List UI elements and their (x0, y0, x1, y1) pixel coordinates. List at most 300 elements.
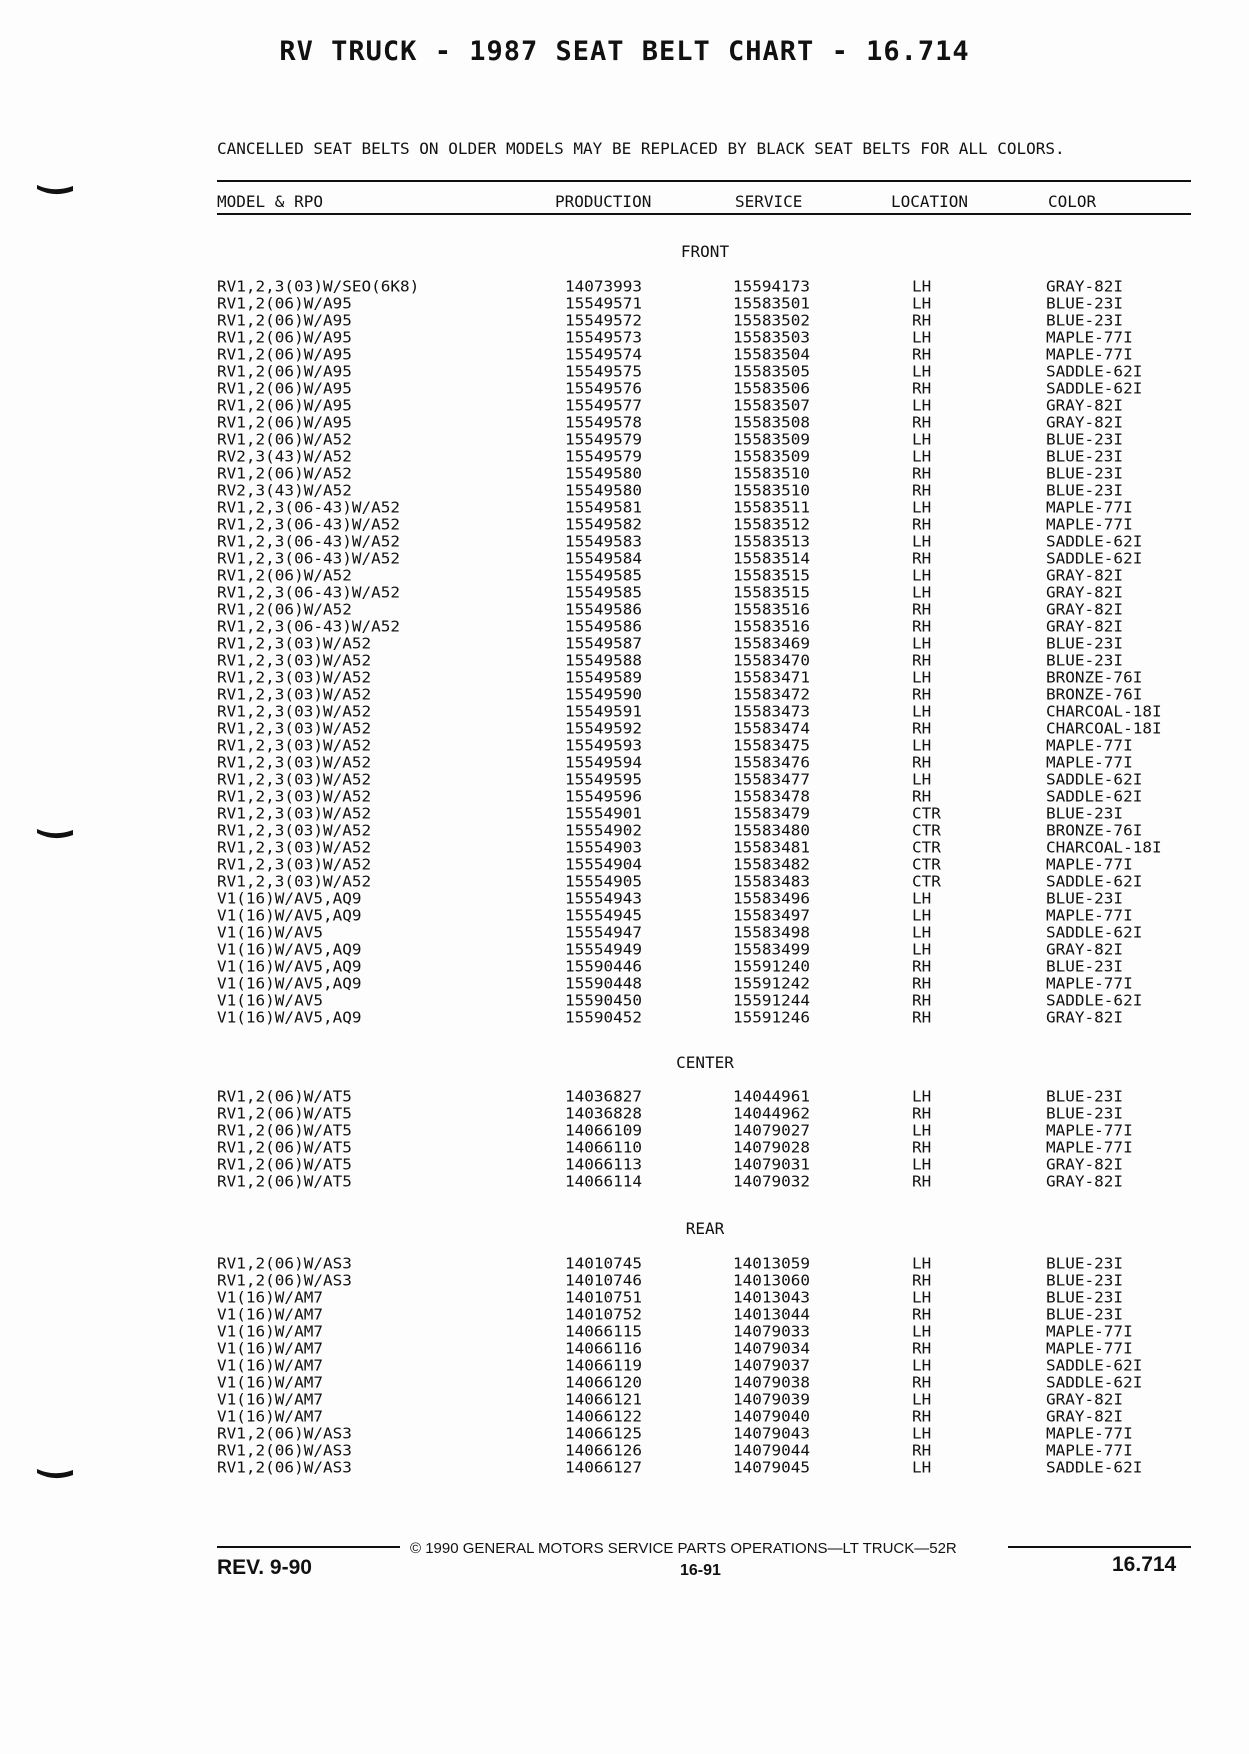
table-row (0, 890, 1249, 907)
location-cell: LH (912, 328, 932, 347)
table-row (0, 873, 1249, 890)
service-cell: 15591240 (733, 957, 811, 976)
table-row (0, 414, 1249, 431)
table-row (0, 533, 1249, 550)
model-cell: V1(16)W/AV5,AQ9 (217, 889, 362, 908)
location-cell: LH (912, 1254, 932, 1273)
location-cell: LH (912, 1288, 932, 1307)
production-cell: 15590446 (565, 957, 643, 976)
location-cell: RH (912, 1441, 932, 1460)
model-cell: RV1,2,3(06-43)W/A52 (217, 515, 401, 534)
production-cell: 14066120 (565, 1373, 643, 1392)
service-cell: 15583515 (733, 566, 811, 585)
color-cell: SADDLE-62I (1046, 991, 1143, 1010)
color-cell: MAPLE-77I (1046, 1138, 1133, 1157)
service-cell: 14079038 (733, 1373, 811, 1392)
model-cell: V1(16)W/AV5,AQ9 (217, 940, 362, 959)
table-row (0, 1289, 1249, 1306)
production-cell: 14066121 (565, 1390, 643, 1409)
service-cell: 15583516 (733, 600, 811, 619)
table-row (0, 924, 1249, 941)
production-cell: 15549578 (565, 413, 643, 432)
color-cell: MAPLE-77I (1046, 736, 1133, 755)
table-row (0, 601, 1249, 618)
location-cell: LH (912, 1087, 932, 1106)
service-cell: 14079039 (733, 1390, 811, 1409)
table-row (0, 635, 1249, 652)
table-row (0, 1255, 1249, 1272)
service-cell: 15583504 (733, 345, 811, 364)
production-cell: 15549589 (565, 668, 643, 687)
color-cell: GRAY-82I (1046, 1390, 1124, 1409)
service-cell: 14079044 (733, 1441, 811, 1460)
model-cell: RV1,2(06)W/A95 (217, 379, 352, 398)
model-cell: V1(16)W/AM7 (217, 1288, 323, 1307)
service-cell: 15583503 (733, 328, 811, 347)
production-cell: 14010746 (565, 1271, 643, 1290)
model-cell: V1(16)W/AM7 (217, 1339, 323, 1358)
table-row (0, 1391, 1249, 1408)
location-cell: CTR (912, 838, 941, 857)
column-header-service: SERVICE (735, 192, 803, 211)
production-cell: 15549591 (565, 702, 643, 721)
color-cell: BLUE-23I (1046, 294, 1124, 313)
production-cell: 14066126 (565, 1441, 643, 1460)
location-cell: RH (912, 1373, 932, 1392)
column-header-model: MODEL & RPO (217, 192, 323, 211)
model-cell: RV1,2(06)W/A52 (217, 566, 352, 585)
service-cell: 15583509 (733, 447, 811, 466)
location-cell: LH (912, 1390, 932, 1409)
service-cell: 14079034 (733, 1339, 811, 1358)
service-cell: 14079028 (733, 1138, 811, 1157)
model-cell: RV1,2(06)W/AT5 (217, 1138, 352, 1157)
model-cell: RV1,2(06)W/AS3 (217, 1458, 352, 1477)
page-number: 16-91 (680, 1562, 721, 1579)
color-cell: GRAY-82I (1046, 413, 1124, 432)
color-cell: MAPLE-77I (1046, 328, 1133, 347)
production-cell: 14066116 (565, 1339, 643, 1358)
location-cell: LH (912, 396, 932, 415)
service-cell: 15583475 (733, 736, 811, 755)
table-row (0, 1139, 1249, 1156)
production-cell: 14066125 (565, 1424, 643, 1443)
model-cell: RV1,2,3(03)W/A52 (217, 804, 372, 823)
location-cell: RH (912, 464, 932, 483)
location-cell: RH (912, 1172, 932, 1191)
model-cell: V1(16)W/AV5 (217, 991, 323, 1010)
location-cell: RH (912, 1305, 932, 1324)
production-cell: 14010745 (565, 1254, 643, 1273)
color-cell: MAPLE-77I (1046, 498, 1133, 517)
location-cell: LH (912, 940, 932, 959)
table-row (0, 992, 1249, 1009)
table-row (0, 1340, 1249, 1357)
color-cell: GRAY-82I (1046, 1008, 1124, 1027)
service-cell: 15591244 (733, 991, 811, 1010)
table-row (0, 482, 1249, 499)
location-cell: LH (912, 1155, 932, 1174)
production-cell: 15554902 (565, 821, 643, 840)
production-cell: 14036827 (565, 1087, 643, 1106)
service-cell: 14044961 (733, 1087, 811, 1106)
location-cell: RH (912, 515, 932, 534)
production-cell: 14036828 (565, 1104, 643, 1123)
service-cell: 14013044 (733, 1305, 811, 1324)
service-cell: 14013060 (733, 1271, 811, 1290)
location-cell: RH (912, 787, 932, 806)
service-cell: 15583516 (733, 617, 811, 636)
production-cell: 14010752 (565, 1305, 643, 1324)
location-cell: RH (912, 1407, 932, 1426)
model-cell: RV1,2,3(06-43)W/A52 (217, 549, 401, 568)
color-cell: MAPLE-77I (1046, 1441, 1133, 1460)
location-cell: RH (912, 1271, 932, 1290)
production-cell: 15549572 (565, 311, 643, 330)
color-cell: SADDLE-62I (1046, 1458, 1143, 1477)
color-cell: BLUE-23I (1046, 430, 1124, 449)
model-cell: V1(16)W/AV5,AQ9 (217, 957, 362, 976)
table-row (0, 788, 1249, 805)
model-cell: V1(16)W/AV5 (217, 923, 323, 942)
location-cell: LH (912, 277, 932, 296)
model-cell: RV1,2(06)W/AT5 (217, 1087, 352, 1106)
table-row (0, 703, 1249, 720)
color-cell: BRONZE-76I (1046, 821, 1143, 840)
production-cell: 14066127 (565, 1458, 643, 1477)
location-cell: RH (912, 311, 932, 330)
service-cell: 15583469 (733, 634, 811, 653)
color-cell: SADDLE-62I (1046, 362, 1143, 381)
location-cell: RH (912, 379, 932, 398)
model-cell: RV1,2,3(03)W/A52 (217, 651, 372, 670)
model-cell: RV1,2(06)W/A52 (217, 464, 352, 483)
color-cell: GRAY-82I (1046, 583, 1124, 602)
model-cell: RV1,2(06)W/AS3 (217, 1271, 352, 1290)
service-cell: 15583498 (733, 923, 811, 942)
location-cell: LH (912, 430, 932, 449)
location-cell: RH (912, 651, 932, 670)
service-cell: 14079032 (733, 1172, 811, 1191)
replacement-note: CANCELLED SEAT BELTS ON OLDER MODELS MAY BE REPLACED BY BLACK SEAT BELTS FOR ALL COLORS. (217, 139, 1065, 158)
service-cell: 15583510 (733, 464, 811, 483)
color-cell: SADDLE-62I (1046, 532, 1143, 551)
color-cell: MAPLE-77I (1046, 1339, 1133, 1358)
binder-mark-icon (36, 183, 74, 197)
table-row (0, 907, 1249, 924)
model-cell: RV1,2,3(03)W/A52 (217, 634, 372, 653)
table-row (0, 1442, 1249, 1459)
color-cell: GRAY-82I (1046, 617, 1124, 636)
location-cell: RH (912, 685, 932, 704)
location-cell: LH (912, 702, 932, 721)
color-cell: BLUE-23I (1046, 1254, 1124, 1273)
production-cell: 15590450 (565, 991, 643, 1010)
location-cell: CTR (912, 872, 941, 891)
table-row (0, 1272, 1249, 1289)
production-cell: 15549592 (565, 719, 643, 738)
table-row (0, 516, 1249, 533)
location-cell: RH (912, 1104, 932, 1123)
production-cell: 14066114 (565, 1172, 643, 1191)
location-cell: LH (912, 923, 932, 942)
model-cell: RV1,2(06)W/A95 (217, 396, 352, 415)
location-cell: LH (912, 447, 932, 466)
table-row (0, 448, 1249, 465)
production-cell: 14073993 (565, 277, 643, 296)
service-cell: 15583478 (733, 787, 811, 806)
production-cell: 15549583 (565, 532, 643, 551)
table-row (0, 1425, 1249, 1442)
production-cell: 14066119 (565, 1356, 643, 1375)
table-row (0, 1306, 1249, 1323)
location-cell: RH (912, 600, 932, 619)
table-row (0, 1122, 1249, 1139)
color-cell: MAPLE-77I (1046, 1424, 1133, 1443)
model-cell: V1(16)W/AM7 (217, 1373, 323, 1392)
model-cell: RV1,2(06)W/AT5 (217, 1155, 352, 1174)
table-row (0, 669, 1249, 686)
model-cell: RV1,2,3(03)W/A52 (217, 770, 372, 789)
table-row (0, 363, 1249, 380)
service-cell: 15591242 (733, 974, 811, 993)
color-cell: MAPLE-77I (1046, 855, 1133, 874)
color-cell: MAPLE-77I (1046, 906, 1133, 925)
location-cell: LH (912, 1121, 932, 1140)
service-cell: 15594173 (733, 277, 811, 296)
model-cell: RV1,2,3(03)W/A52 (217, 702, 372, 721)
color-cell: BLUE-23I (1046, 1271, 1124, 1290)
production-cell: 15549581 (565, 498, 643, 517)
table-row (0, 652, 1249, 669)
production-cell: 15549596 (565, 787, 643, 806)
model-cell: RV1,2,3(03)W/A52 (217, 855, 372, 874)
production-cell: 14066115 (565, 1322, 643, 1341)
location-cell: RH (912, 1339, 932, 1358)
service-cell: 14079045 (733, 1458, 811, 1477)
production-cell: 15554949 (565, 940, 643, 959)
table-row (0, 958, 1249, 975)
service-cell: 15583483 (733, 872, 811, 891)
service-cell: 14079037 (733, 1356, 811, 1375)
color-cell: GRAY-82I (1046, 1172, 1124, 1191)
production-cell: 15554905 (565, 872, 643, 891)
model-cell: RV1,2,3(03)W/A52 (217, 838, 372, 857)
table-row (0, 431, 1249, 448)
production-cell: 15549585 (565, 583, 643, 602)
service-cell: 15583507 (733, 396, 811, 415)
model-cell: RV1,2(06)W/AS3 (217, 1441, 352, 1460)
production-cell: 15554904 (565, 855, 643, 874)
color-cell: BLUE-23I (1046, 634, 1124, 653)
model-cell: V1(16)W/AM7 (217, 1407, 323, 1426)
production-cell: 15549594 (565, 753, 643, 772)
location-cell: RH (912, 1008, 932, 1027)
service-cell: 15583497 (733, 906, 811, 925)
service-cell: 14079043 (733, 1424, 811, 1443)
production-cell: 15549584 (565, 549, 643, 568)
location-cell: LH (912, 583, 932, 602)
color-cell: BLUE-23I (1046, 957, 1124, 976)
footer-rule-right (1008, 1546, 1191, 1548)
model-cell: RV1,2(06)W/AT5 (217, 1121, 352, 1140)
table-row (0, 822, 1249, 839)
production-cell: 15549580 (565, 481, 643, 500)
color-cell: BLUE-23I (1046, 1087, 1124, 1106)
production-cell: 15590448 (565, 974, 643, 993)
service-cell: 15583471 (733, 668, 811, 687)
service-cell: 15583481 (733, 838, 811, 857)
model-cell: RV1,2(06)W/AT5 (217, 1172, 352, 1191)
color-cell: SADDLE-62I (1046, 923, 1143, 942)
table-row (0, 805, 1249, 822)
color-cell: BLUE-23I (1046, 447, 1124, 466)
location-cell: RH (912, 481, 932, 500)
service-cell: 15583470 (733, 651, 811, 670)
location-cell: LH (912, 566, 932, 585)
production-cell: 14066113 (565, 1155, 643, 1174)
color-cell: SADDLE-62I (1046, 770, 1143, 789)
color-cell: SADDLE-62I (1046, 872, 1143, 891)
table-row (0, 1459, 1249, 1476)
service-cell: 14079027 (733, 1121, 811, 1140)
service-cell: 14079031 (733, 1155, 811, 1174)
section-number: 16.714 (1112, 1553, 1177, 1576)
table-row (0, 278, 1249, 295)
table-row (0, 1156, 1249, 1173)
service-cell: 14013059 (733, 1254, 811, 1273)
production-cell: 15549585 (565, 566, 643, 585)
production-cell: 15554947 (565, 923, 643, 942)
table-row (0, 1105, 1249, 1122)
color-cell: BLUE-23I (1046, 1288, 1124, 1307)
service-cell: 15583506 (733, 379, 811, 398)
table-row (0, 839, 1249, 856)
table-row (0, 1173, 1249, 1190)
production-cell: 15549571 (565, 294, 643, 313)
location-cell: RH (912, 719, 932, 738)
column-header-location: LOCATION (891, 192, 969, 211)
service-cell: 15583512 (733, 515, 811, 534)
location-cell: RH (912, 345, 932, 364)
model-cell: RV1,2,3(03)W/A52 (217, 685, 372, 704)
color-cell: BLUE-23I (1046, 1104, 1124, 1123)
color-cell: CHARCOAL-18I (1046, 702, 1162, 721)
color-cell: BLUE-23I (1046, 481, 1124, 500)
location-cell: RH (912, 1138, 932, 1157)
service-cell: 15583480 (733, 821, 811, 840)
model-cell: V1(16)W/AM7 (217, 1305, 323, 1324)
service-cell: 14079033 (733, 1322, 811, 1341)
service-cell: 15583513 (733, 532, 811, 551)
location-cell: LH (912, 1424, 932, 1443)
table-row (0, 1323, 1249, 1340)
color-cell: GRAY-82I (1046, 396, 1124, 415)
model-cell: RV1,2,3(03)W/A52 (217, 787, 372, 806)
table-row (0, 754, 1249, 771)
table-row (0, 346, 1249, 363)
location-cell: RH (912, 974, 932, 993)
production-cell: 15549579 (565, 430, 643, 449)
table-row (0, 499, 1249, 516)
color-cell: MAPLE-77I (1046, 753, 1133, 772)
color-cell: MAPLE-77I (1046, 515, 1133, 534)
service-cell: 15583482 (733, 855, 811, 874)
model-cell: V1(16)W/AM7 (217, 1322, 323, 1341)
table-row (0, 380, 1249, 397)
production-cell: 15554901 (565, 804, 643, 823)
location-cell: CTR (912, 855, 941, 874)
production-cell: 15549593 (565, 736, 643, 755)
table-row (0, 975, 1249, 992)
section-label-front: FRONT (680, 242, 730, 261)
production-cell: 15590452 (565, 1008, 643, 1027)
production-cell: 15549574 (565, 345, 643, 364)
color-cell: BRONZE-76I (1046, 685, 1143, 704)
model-cell: RV1,2(06)W/AS3 (217, 1424, 352, 1443)
color-cell: BLUE-23I (1046, 464, 1124, 483)
model-cell: RV1,2,3(06-43)W/A52 (217, 617, 401, 636)
location-cell: LH (912, 889, 932, 908)
production-cell: 14010751 (565, 1288, 643, 1307)
service-cell: 15583499 (733, 940, 811, 959)
header-top-rule (217, 180, 1191, 182)
color-cell: GRAY-82I (1046, 600, 1124, 619)
color-cell: SADDLE-62I (1046, 549, 1143, 568)
color-cell: MAPLE-77I (1046, 974, 1133, 993)
color-cell: BLUE-23I (1046, 651, 1124, 670)
section-label-center: CENTER (676, 1053, 734, 1072)
production-cell: 15549587 (565, 634, 643, 653)
table-row (0, 618, 1249, 635)
service-cell: 15583496 (733, 889, 811, 908)
color-cell: GRAY-82I (1046, 1155, 1124, 1174)
color-cell: BLUE-23I (1046, 804, 1124, 823)
service-cell: 15583476 (733, 753, 811, 772)
model-cell: RV2,3(43)W/A52 (217, 447, 352, 466)
production-cell: 15549573 (565, 328, 643, 347)
model-cell: RV1,2,3(06-43)W/A52 (217, 583, 401, 602)
color-cell: GRAY-82I (1046, 940, 1124, 959)
table-row (0, 584, 1249, 601)
table-row (0, 1374, 1249, 1391)
location-cell: RH (912, 617, 932, 636)
table-row (0, 1009, 1249, 1026)
model-cell: RV1,2,3(03)W/A52 (217, 821, 372, 840)
location-cell: CTR (912, 804, 941, 823)
production-cell: 15549590 (565, 685, 643, 704)
production-cell: 15549595 (565, 770, 643, 789)
color-cell: BLUE-23I (1046, 1305, 1124, 1324)
table-row (0, 941, 1249, 958)
production-cell: 15549579 (565, 447, 643, 466)
table-row (0, 1088, 1249, 1105)
production-cell: 15549586 (565, 617, 643, 636)
color-cell: MAPLE-77I (1046, 1322, 1133, 1341)
model-cell: RV1,2(06)W/A95 (217, 362, 352, 381)
model-cell: RV1,2(06)W/A95 (217, 328, 352, 347)
service-cell: 15583508 (733, 413, 811, 432)
model-cell: RV1,2,3(06-43)W/A52 (217, 532, 401, 551)
color-cell: GRAY-82I (1046, 277, 1124, 296)
location-cell: LH (912, 532, 932, 551)
location-cell: LH (912, 362, 932, 381)
color-cell: MAPLE-77I (1046, 1121, 1133, 1140)
production-cell: 15549575 (565, 362, 643, 381)
location-cell: LH (912, 1322, 932, 1341)
revision-label: REV. 9-90 (217, 1556, 312, 1579)
model-cell: RV1,2,3(03)W/A52 (217, 736, 372, 755)
